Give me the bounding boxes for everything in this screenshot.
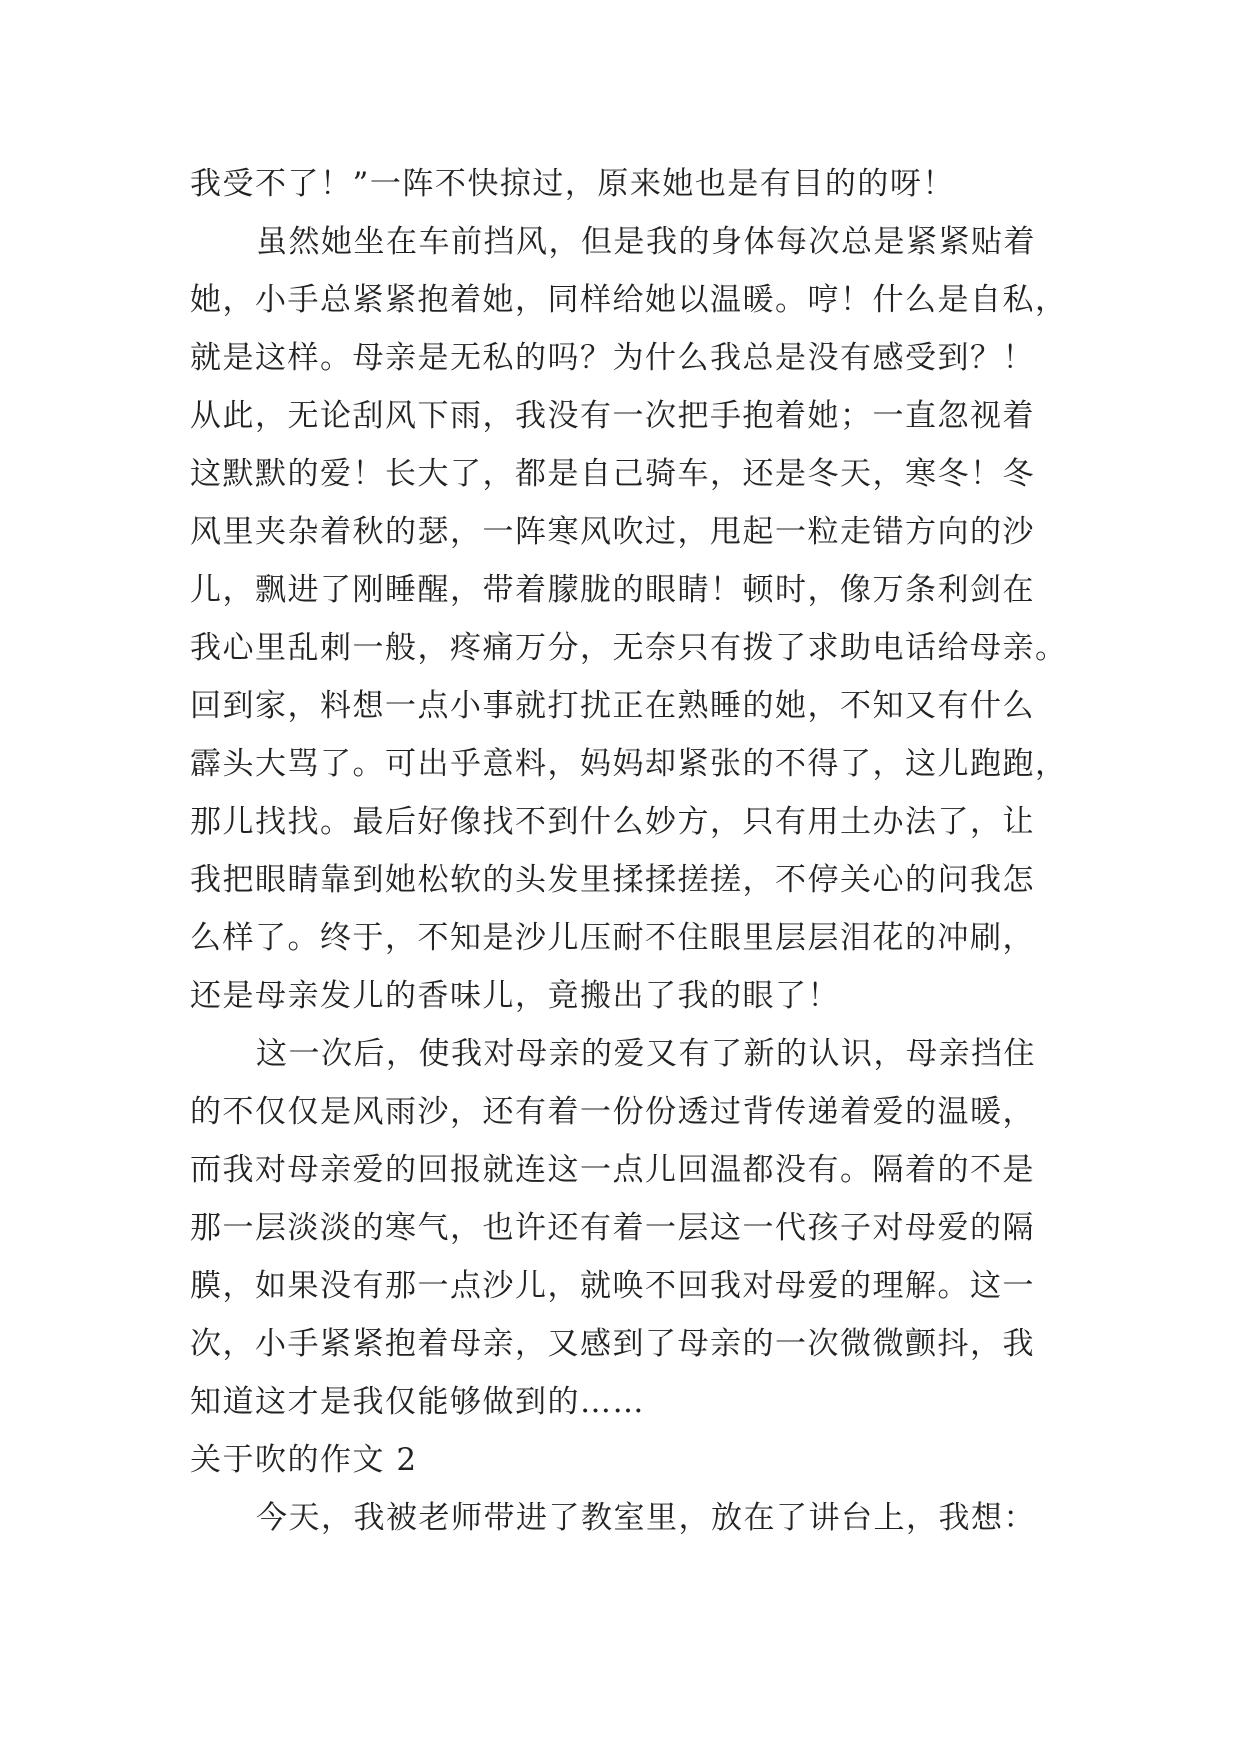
essay-body <box>190 155 1070 1547</box>
text-line: 次，小手紧紧抱着母亲，又感到了母亲的一次微微颤抖，我 <box>190 1326 1035 1362</box>
text-line: 风里夹杂着秋的瑟，一阵寒风吹过，甩起一粒走错方向的沙 <box>190 514 1035 550</box>
text-line: 儿，飘进了刚睡醒，带着朦胧的眼睛！顿时，像万条利剑在 <box>190 572 1035 608</box>
text-line: 我受不了！”一阵不快掠过，原来她也是有目的的呀！ <box>190 166 955 202</box>
text-line: 就是这样。母亲是无私的吗？为什么我总是没有感受到？！ <box>190 340 1035 376</box>
text-line: 回到家，料想一点小事就打扰正在熟睡的她，不知又有什么 <box>190 688 1035 724</box>
paragraph-start-line: 这一次后，使我对母亲的爱又有了新的认识，母亲挡住 <box>256 1036 1036 1072</box>
text-line: 知道这才是我仅能够做到的…… <box>190 1384 645 1420</box>
text-line: 而我对母亲爱的回报就连这一点儿回温都没有。隔着的不是 <box>190 1152 1035 1188</box>
text-line: 从此，无论刮风下雨，我没有一次把手抱着她；一直忽视着 <box>190 398 1035 434</box>
text-line: 霹头大骂了。可出乎意料，妈妈却紧张的不得了，这儿跑跑， <box>190 746 1068 782</box>
text-line: 那儿找找。最后好像找不到什么妙方，只有用土办法了，让 <box>190 804 1035 840</box>
text-line: 还是母亲发儿的香味儿，竟搬出了我的眼了！ <box>190 978 840 1014</box>
paragraph-start-line: 今天，我被老师带进了教室里，放在了讲台上，我想： <box>256 1500 1036 1536</box>
text-line: 她，小手总紧紧抱着她，同样给她以温暖。哼！什么是自私， <box>190 282 1068 318</box>
paragraph-start-line: 虽然她坐在车前挡风，但是我的身体每次总是紧紧贴着 <box>256 224 1036 260</box>
text-line: 膜，如果没有那一点沙儿，就唤不回我对母爱的理解。这一 <box>190 1268 1035 1304</box>
section-heading: 关于吹的作文 2 <box>190 1442 418 1478</box>
text-line: 那一层淡淡的寒气，也许还有着一层这一代孩子对母爱的隔 <box>190 1210 1035 1246</box>
text-line: 这默默的爱！长大了，都是自己骑车，还是冬天，寒冬！冬 <box>190 456 1035 492</box>
text-line: 我心里乱刺一般，疼痛万分，无奈只有拨了求助电话给母亲。 <box>190 630 1068 666</box>
text-line: 我把眼睛靠到她松软的头发里揉揉搓搓，不停关心的问我怎 <box>190 862 1035 898</box>
text-line: 么样了。终于，不知是沙儿压耐不住眼里层层泪花的冲刷， <box>190 920 1035 956</box>
text-line: 的不仅仅是风雨沙，还有着一份份透过背传递着爱的温暖， <box>190 1094 1035 1130</box>
